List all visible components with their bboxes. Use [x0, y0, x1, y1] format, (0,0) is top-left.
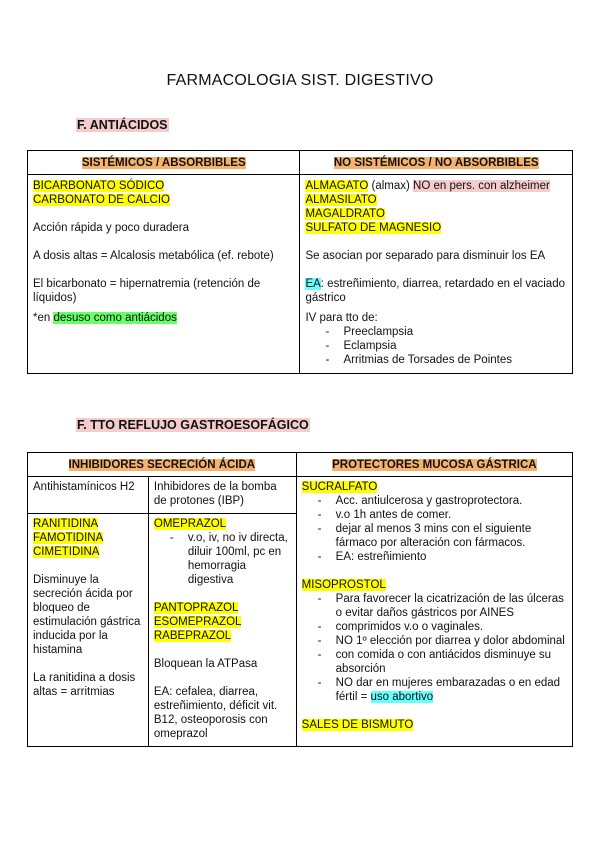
- list-item: - Arritmias de Torsades de Pointes: [305, 353, 567, 367]
- cell-no-sistemicos: ALMAGATO (almax) NO en pers. con alzheimer ALMASILATO MAGALDRATO SULFATO DE MAGNESIO Se asocian por separado para disminuir los EA EA: estreñimiento, diarrea, retardado en el vaciado gástrico IV para tto de: - Preeclampsia - Eclampsia - Arritmias de Torsades de Pointes: [300, 175, 573, 374]
- drug-bicarbonato-sodico: BICARBONATO SÓDICO: [33, 180, 165, 192]
- section-title-antiacidos: F. ANTIÁCIDOS: [77, 118, 168, 132]
- ibp-ea: EA: cefalea, diarrea, estreñimiento, déficit vit. B12, osteoporosis con omeprazol: [153, 686, 278, 740]
- drug-omeprazol: OMEPRAZOL: [153, 518, 227, 530]
- list-item: - v.o 1h antes de comer.: [302, 508, 567, 522]
- ea-text: EA: estreñimiento, diarrea, retardado en el vaciado gástrico: [305, 278, 565, 304]
- alzheimer-warning: NO en pers. con alzheimer: [413, 180, 550, 192]
- drug-ranitidina: RANITIDINA: [33, 518, 99, 530]
- ibp-mechanism: Bloquean la ATPasa: [153, 658, 258, 670]
- list-item: - Para favorecer la cicatrización de las úlceras o evitar daños gástricos por AINES: [302, 592, 567, 620]
- list-item: - Acc. antiulcerosa y gastroprotectora.: [302, 494, 567, 508]
- page-title: FARMACOLOGIA SIST. DIGESTIVO: [166, 72, 434, 89]
- list-item: - EA: estreñimiento: [302, 550, 567, 564]
- list-item: - dejar al menos 3 mins con el siguiente fármaco por alteración con fármacos.: [302, 522, 567, 550]
- list-item: - Eclampsia: [305, 339, 567, 353]
- cell-sistemicos: [28, 175, 300, 374]
- cell-ibp: [148, 514, 296, 747]
- header-inhibidores: INHIBIDORES SECRECIÓN ÁCIDA: [28, 453, 297, 477]
- cell-antihistaminicos-header: Antihistamínicos H2: [28, 477, 149, 514]
- bicarbonate-text: El bicarbonato = hipernatremia (retención de líquidos): [33, 278, 261, 304]
- list-item: - NO 1º elección por diarrea y dolor abdominal: [302, 634, 567, 648]
- note-text: *en desuso como antiácidos: [33, 312, 177, 324]
- omeprazol-list: [154, 531, 291, 587]
- section-title-reflujo: F. TTO REFLUJO GASTROESOFÁGICO: [77, 418, 309, 432]
- drug-almasilato: ALMASILATO: [305, 194, 377, 206]
- cell-antihistaminicos: [28, 514, 149, 747]
- action-text: Acción rápida y poco duradera: [33, 222, 189, 234]
- header-sistemicos: SISTÉMICOS / ABSORBIBLES: [28, 151, 300, 175]
- header-no-sistemicos: NO SISTÉMICOS / NO ABSORBIBLES: [300, 151, 573, 175]
- iv-title: IV para tto de:: [305, 312, 378, 324]
- drug-pantoprazol: PANTOPRAZOL: [153, 602, 239, 614]
- high-dose-text: A dosis altas = Alcalosis metabólica (ef. rebote): [33, 250, 274, 262]
- drug-sulfato-magnesio: SULFATO DE MAGNESIO: [305, 222, 442, 234]
- list-item: - Preeclampsia: [305, 325, 567, 339]
- drug-misoprostol: MISOPROSTOL: [301, 579, 386, 591]
- table-header-row: [28, 151, 573, 175]
- antiacidos-table: [27, 150, 573, 374]
- drug-carbonato-calcio: CARBONATO DE CALCIO: [33, 194, 170, 206]
- uso-abortivo: uso abortivo: [370, 691, 434, 703]
- iv-list: [305, 325, 567, 367]
- drug-magaldrato: MAGALDRATO: [305, 208, 385, 220]
- table-row: [28, 477, 573, 514]
- list-item: - NO dar en mujeres embarazadas o en edad fértil = uso abortivo: [302, 676, 567, 704]
- drug-rabeprazol: RABEPRAZOL: [153, 630, 232, 642]
- table-row: [28, 175, 573, 374]
- list-item: - v.o, iv, no iv directa, diluir 100ml, pc en hemorragia digestiva: [154, 531, 291, 587]
- list-item: - con comida o con antiácidos disminuye su absorción: [302, 648, 567, 676]
- drug-esomeprazol: ESOMEPRAZOL: [153, 616, 242, 628]
- cell-protectores: [296, 477, 572, 747]
- drug-sucralfato: SUCRALFATO: [301, 481, 378, 493]
- list-item: - comprimidos v.o o vaginales.: [302, 620, 567, 634]
- sucralfato-list: [302, 494, 567, 564]
- antih-desc: Disminuye la secreción ácida por bloqueo de estimulación gástrica inducida por la histamina: [33, 574, 141, 656]
- table-header-row: [28, 453, 573, 477]
- drug-famotidina: FAMOTIDINA: [33, 532, 104, 544]
- assoc-text: Se asocian por separado para disminuir los EA: [305, 250, 546, 262]
- header-protectores: PROTECTORES MUCOSA GÁSTRICA: [296, 453, 572, 477]
- antih-high-dose: La ranitidina a dosis altas = arritmias: [33, 672, 136, 698]
- cell-ibp-header: Inhibidores de la bomba de protones (IBP): [148, 477, 296, 514]
- drug-almagato: ALMAGATO: [305, 180, 369, 192]
- drug-cimetidina: CIMETIDINA: [33, 546, 100, 558]
- reflujo-table: [27, 452, 573, 747]
- drug-sales-bismuto: SALES DE BISMUTO: [301, 719, 414, 731]
- misoprostol-list: [302, 592, 567, 704]
